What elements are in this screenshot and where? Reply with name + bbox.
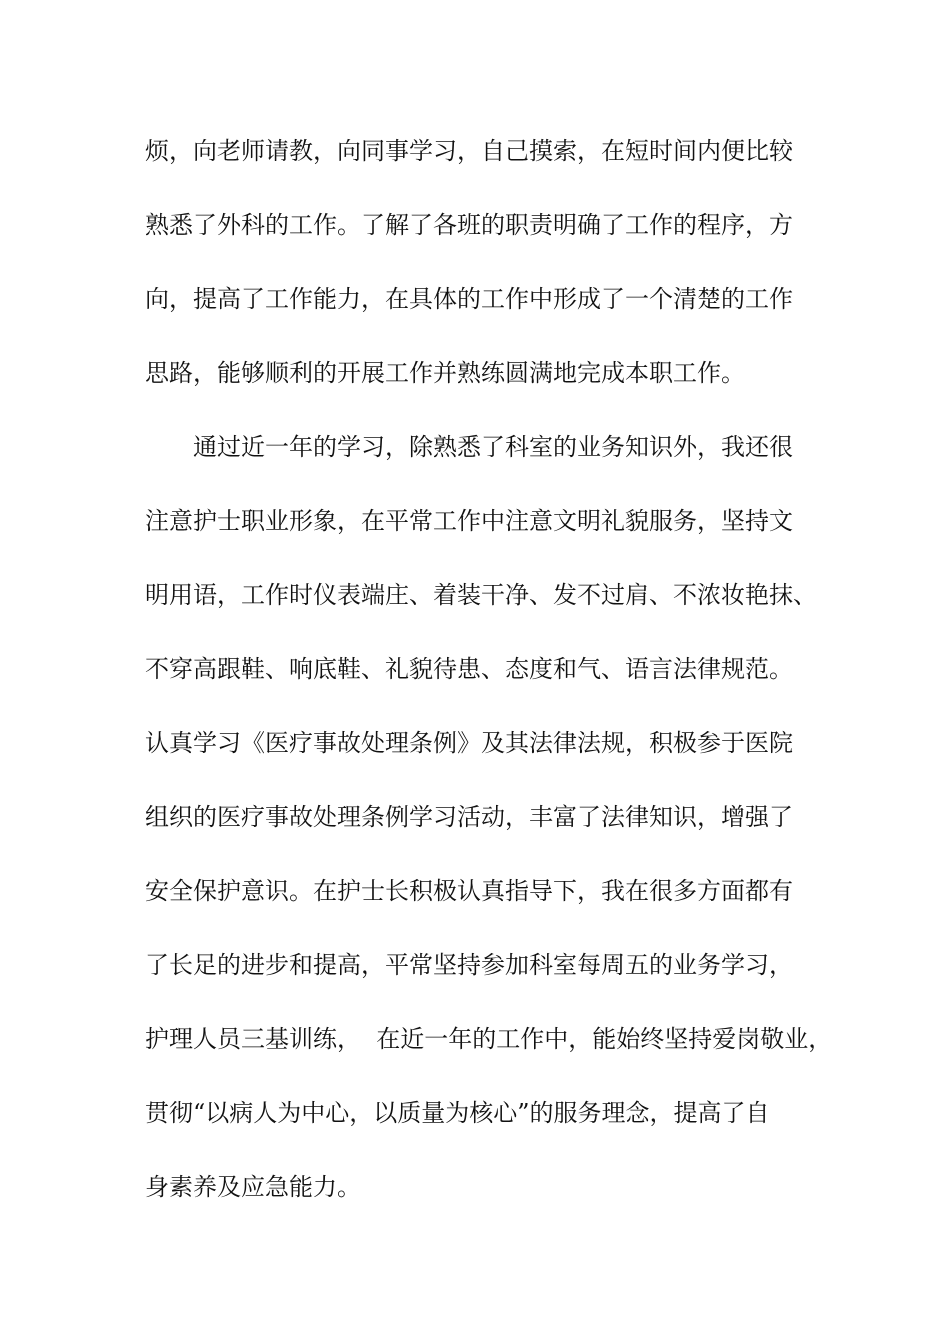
text-line: 注意护士职业形象，在平常工作中注意文明礼貌服务，坚持文	[145, 507, 793, 535]
text-line: 不穿高跟鞋、响底鞋、礼貌待患、态度和气、语言法律规范。	[145, 655, 793, 683]
text-line: 烦，向老师请教，向同事学习，自己摸索，在短时间内便比较	[145, 137, 793, 165]
text-line: 认真学习《医疗事故处理条例》及其法律法规，积极参于医院	[145, 729, 793, 757]
text-line: 身素养及应急能力。	[145, 1173, 361, 1201]
text-line: 贯彻“以病人为中心，以质量为核心”的服务理念，提高了自	[145, 1099, 770, 1127]
text-line: 护理人员三基训练， 在近一年的工作中，能始终坚持爱岗敬业，	[145, 1025, 833, 1053]
text-line: 向，提高了工作能力，在具体的工作中形成了一个清楚的工作	[145, 285, 793, 313]
text-line: 明用语，工作时仪表端庄、着装干净、发不过肩、不浓妆艳抹、	[145, 581, 817, 609]
paragraph-first-line: 通过近一年的学习，除熟悉了科室的业务知识外，我还很	[193, 433, 793, 461]
text-line: 安全保护意识。在护士长积极认真指导下，我在很多方面都有	[145, 877, 793, 905]
text-line: 了长足的进步和提高，平常坚持参加科室每周五的业务学习，	[145, 951, 793, 979]
text-line: 组织的医疗事故处理条例学习活动，丰富了法律知识，增强了	[145, 803, 793, 831]
text-line: 思路，能够顺利的开展工作并熟练圆满地完成本职工作。	[145, 359, 745, 387]
text-line: 熟悉了外科的工作。了解了各班的职责明确了工作的程序，方	[145, 211, 793, 239]
